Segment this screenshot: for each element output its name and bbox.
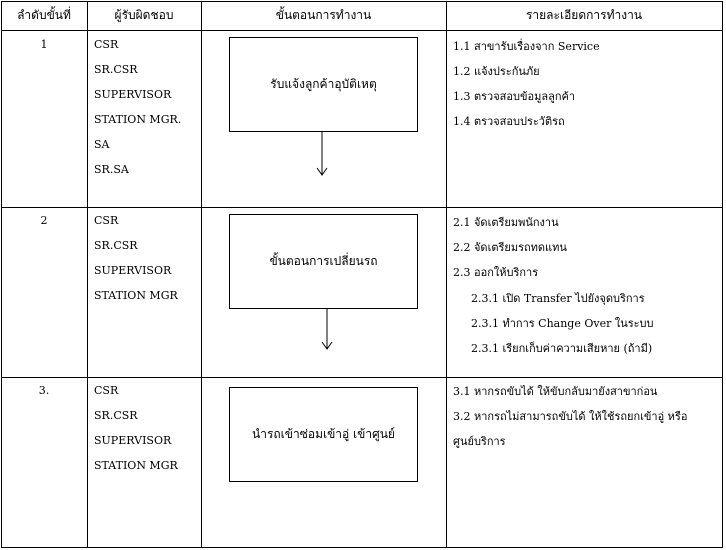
step-number: 2 <box>40 214 48 227</box>
responsible-role: SR.SA <box>94 163 129 176</box>
responsible-role: SA <box>94 138 110 151</box>
column-divider <box>87 1 88 548</box>
responsible-role: STATION MGR. <box>94 113 182 126</box>
responsible-role: SR.CSR <box>94 239 138 252</box>
responsible-role: CSR <box>94 384 119 397</box>
table-border-left <box>1 1 2 548</box>
header-details: รายละเอียดการทำงาน <box>525 8 643 22</box>
subdetail-line: 2.3.1 เรียกเก็บค่าความเสียหาย (ถ้ามี) <box>471 342 653 355</box>
process-label: นำรถเข้าซ่อมเข้าอู่ เข้าศูนย์ <box>252 427 395 441</box>
subdetail-line: 2.3.1 เปิด Transfer ไปยังจุดบริการ <box>471 292 645 305</box>
header-step: ลำดับขั้นที่ <box>17 8 71 22</box>
responsible-role: CSR <box>94 38 119 51</box>
responsible-role: STATION MGR <box>94 289 178 302</box>
detail-line: 1.3 ตรวจสอบข้อมูลลูกค้า <box>453 90 576 103</box>
step-number: 1 <box>40 38 48 51</box>
detail-line: 1.4 ตรวจสอบประวัติรถ <box>453 115 565 128</box>
responsible-role: STATION MGR <box>94 459 178 472</box>
column-divider <box>446 1 447 548</box>
header-procedure: ขั้นตอนการทำงาน <box>275 8 372 22</box>
detail-line: 3.2 หากรถไม่สามารถขับได้ ให้ใช้รถยกเข้าอู่ หรือ <box>453 410 688 423</box>
column-divider <box>201 1 202 548</box>
table-border-right <box>722 1 723 548</box>
detail-line: 3.1 หากรถขับได้ ให้ขับกลับมายังสาขาก่อน <box>453 385 658 398</box>
flow-arrow-down-icon <box>315 132 329 177</box>
process-box <box>229 37 418 132</box>
process-box <box>229 387 418 482</box>
detail-line: 2.1 จัดเตรียมพนักงาน <box>453 216 559 229</box>
responsible-role: SR.CSR <box>94 409 138 422</box>
table-border-bottom <box>1 547 723 548</box>
responsible-role: SUPERVISOR <box>94 434 172 447</box>
detail-line: ศูนย์บริการ <box>453 435 506 448</box>
responsible-role: SUPERVISOR <box>94 88 172 101</box>
process-label: ขั้นตอนการเปลี่ยนรถ <box>269 254 378 268</box>
detail-line: 2.2 จัดเตรียมรถทดแทน <box>453 241 567 254</box>
process-box <box>229 214 418 309</box>
header-divider <box>1 30 723 31</box>
detail-line: 1.1 สาขารับเรื่องจาก Service <box>453 40 600 53</box>
row-divider <box>1 377 723 378</box>
subdetail-line: 2.3.1 ทำการ Change Over ในระบบ <box>471 317 654 330</box>
detail-line: 1.2 แจ้งประกันภัย <box>453 65 540 78</box>
procedure-table <box>1 1 723 548</box>
process-label: รับแจ้งลูกค้าอุบัติเหตุ <box>270 77 377 91</box>
row-divider <box>1 207 723 208</box>
step-number: 3. <box>38 384 50 397</box>
header-responsible: ผู้รับผิดชอบ <box>114 8 174 22</box>
flow-arrow-down-icon <box>320 309 334 351</box>
responsible-role: SUPERVISOR <box>94 264 172 277</box>
detail-line: 2.3 ออกให้บริการ <box>453 266 539 279</box>
responsible-role: SR.CSR <box>94 63 138 76</box>
responsible-role: CSR <box>94 214 119 227</box>
